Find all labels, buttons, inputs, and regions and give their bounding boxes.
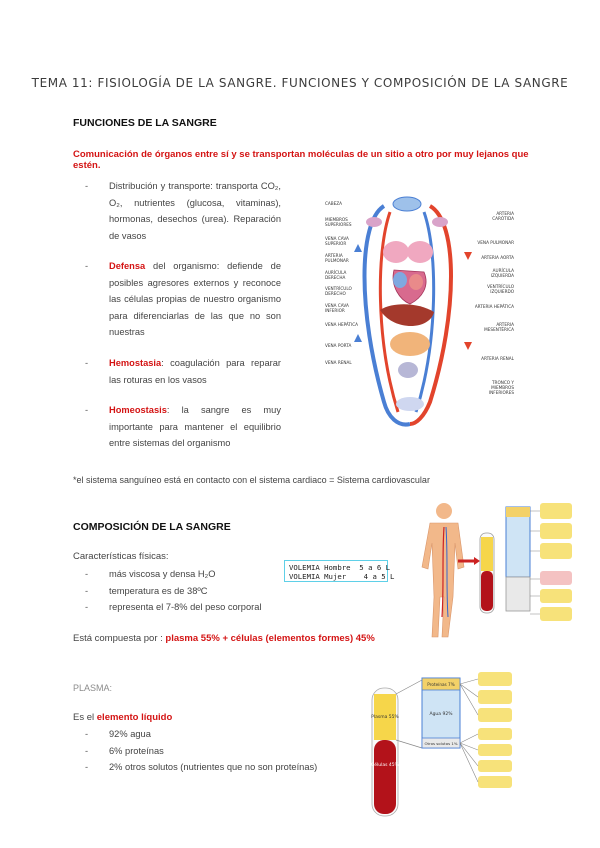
diagram-label: ARTERIA PULMONAR [325,253,349,263]
connector-lines [530,511,540,614]
list-item-viscosa [85,566,279,583]
item-text: 6% proteínas [109,746,164,756]
diagram-label: VENTRÍCULO DERECHO [325,286,352,296]
component-box [478,690,512,704]
heart-left-side [409,274,423,290]
arrow-up [354,334,362,342]
bullet-dash: - [85,762,89,772]
item-text: 92% agua [109,729,151,739]
section-heading-funciones: FUNCIONES DE LA SANGRE [73,117,217,129]
item-text: representa el 7-8% del peso corporal [109,602,262,612]
item-text: Distribución y transporte: transporta CO₂, O₂, nutrientes (glucosa, vitaminas), hormonas, desechos (urea). Reparación de vasos [109,181,281,241]
arrow-down [464,342,472,350]
component-box [478,708,512,722]
item-term: Defensa [109,261,146,271]
diagram-label: ARTERIA MESENTÉRICA [484,322,514,332]
list-item-proteinas [85,743,339,760]
list-item-hemostasia [85,355,281,388]
component-box [540,543,572,559]
water-label: Agua 92% [429,712,453,717]
tube-cells [481,571,493,611]
cardiovascular-note: *el sistema sanguíneo está en contacto con el sistema cardiaco = Sistema cardiovascular [73,475,430,485]
component-box [540,523,572,539]
list-item-agua [85,726,339,743]
plasma-composition-figure [362,668,530,818]
intestine [390,332,430,356]
list-item-temperatura [85,583,279,600]
item-text: del organismo: defiende de posibles agresores externos y reconoce las células propias de nuestro organismo para diferenciarlas de las que no son nuestras [109,261,281,337]
component-box [540,571,572,585]
bullet-dash: - [85,746,89,756]
volemia-men: VOLEMIA Hombre 5 a 6 L [289,562,391,572]
list-item-distribucion [85,178,281,244]
list-item-defensa [85,258,281,341]
summary-highlight: plasma 55% + células (elementos formes) 45% [165,633,375,644]
lung-left [383,241,409,263]
component-box [478,760,512,772]
diagram-label: VENA RENAL [325,360,352,365]
kidney [398,362,418,378]
proteins-label: Proteínas 7% [427,682,455,687]
item-term: Homeostasis [109,405,167,415]
tube-cells-label: Células 45% [371,763,399,768]
arrow-head [474,557,480,565]
liver [380,304,434,326]
component-box [478,672,512,686]
item-term: Hemostasia [109,358,162,368]
diagram-label: ARTERIA RENAL [481,356,514,361]
funciones-lead: Comunicación de órganos entre sí y se transportan moléculas de un sitio a otro por muy lejanos que estén. [73,149,529,171]
expansion-lines [396,680,422,748]
volemia-box [284,560,395,582]
item-text: : coagulación para reparar las roturas en los vasos [109,358,281,385]
tube-cells [374,740,396,814]
plasma-column [506,507,530,577]
cells-column [506,577,530,611]
head-capillaries [393,197,421,211]
lung-right [407,241,433,263]
caracteristicas-label: Características físicas: [73,551,169,562]
diagram-label: VENA CAVA SUPERIOR [325,236,349,246]
bullet-dash: - [85,405,89,415]
diagram-label: AURÍCULA DERECHA [325,270,347,280]
bullet-dash: - [85,586,89,596]
arm-capillaries-right [432,217,448,227]
diagram-label: VENA PULMONAR [477,240,514,245]
item-text: más viscosa y densa H₂O [109,569,216,579]
component-box [540,503,572,519]
item-text: 2% otros solutos (nutrientes que no son proteínas) [109,762,318,772]
bullet-dash: - [85,181,89,191]
plasma-intro-highlight: elemento líquido [96,712,173,723]
bullet-dash: - [85,729,89,739]
diagram-label: ARTERIA CARÓTIDA [492,211,514,221]
list-item-homeostasis [85,402,281,452]
diagram-label: VENA PORTA [325,343,352,348]
component-box [540,607,572,621]
bullet-dash: - [85,261,89,271]
diagram-label: MIEMBROS SUPERIORES [325,217,352,227]
diagram-label: TRONCO Y MIEMBROS INFERIORES [488,380,514,395]
plasma-intro [73,712,172,723]
diagram-label: VENA HEPÁTICA [325,322,359,327]
solutes-label: Otros solutos 1% [424,741,458,746]
connector-lines [460,679,478,782]
section-heading-composicion: COMPOSICIÓN DE LA SANGRE [73,521,231,533]
diagram-label: ARTERIA AORTA [481,255,514,260]
heart-right-side [393,272,407,288]
component-box [478,744,512,756]
bullet-dash: - [85,358,89,368]
component-box [478,776,512,788]
list-item-otros-solutos [85,759,349,776]
list-item-peso [85,599,299,616]
component-box [540,589,572,603]
volemia-women: VOLEMIA Mujer 4 a 5 L [289,571,395,581]
composition-summary [73,633,393,644]
page-title: TEMA 11: FISIOLOGÍA DE LA SANGRE. FUNCIONES Y COMPOSICIÓN DE LA SANGRE [31,76,569,90]
bullet-dash: - [85,602,89,612]
diagram-label: ARTERIA HEPÁTICA [474,304,514,309]
component-box [478,728,512,740]
item-text: : la sangre es muy importante para mantener el equilibrio entre sistemas del organismo [109,405,281,448]
diagram-label: AURÍCULA IZQUIERDA [490,268,514,278]
figure-head [436,503,452,519]
arm-capillaries-left [366,217,382,227]
diagram-label: VENA CAVA INFERIOR [325,303,349,313]
diagram-label: VENTRÍCULO IZQUIERDO [487,284,514,294]
bullet-dash: - [85,569,89,579]
plasma-proteins-band [506,507,530,517]
summary-prefix: Está compuesta por : [73,633,166,644]
circulation-diagram [318,192,518,440]
tube-plasma-label: Plasma 55% [371,715,399,720]
section-heading-plasma: PLASMA: [73,683,113,693]
tube-plasma [481,537,493,571]
plasma-intro-prefix: Es el [73,712,97,723]
diagram-label: CABEZA [325,201,343,206]
blood-composition-illustration [408,497,580,647]
item-text: temperatura es de 38ºC [109,586,208,596]
legs-capillaries [396,397,424,411]
